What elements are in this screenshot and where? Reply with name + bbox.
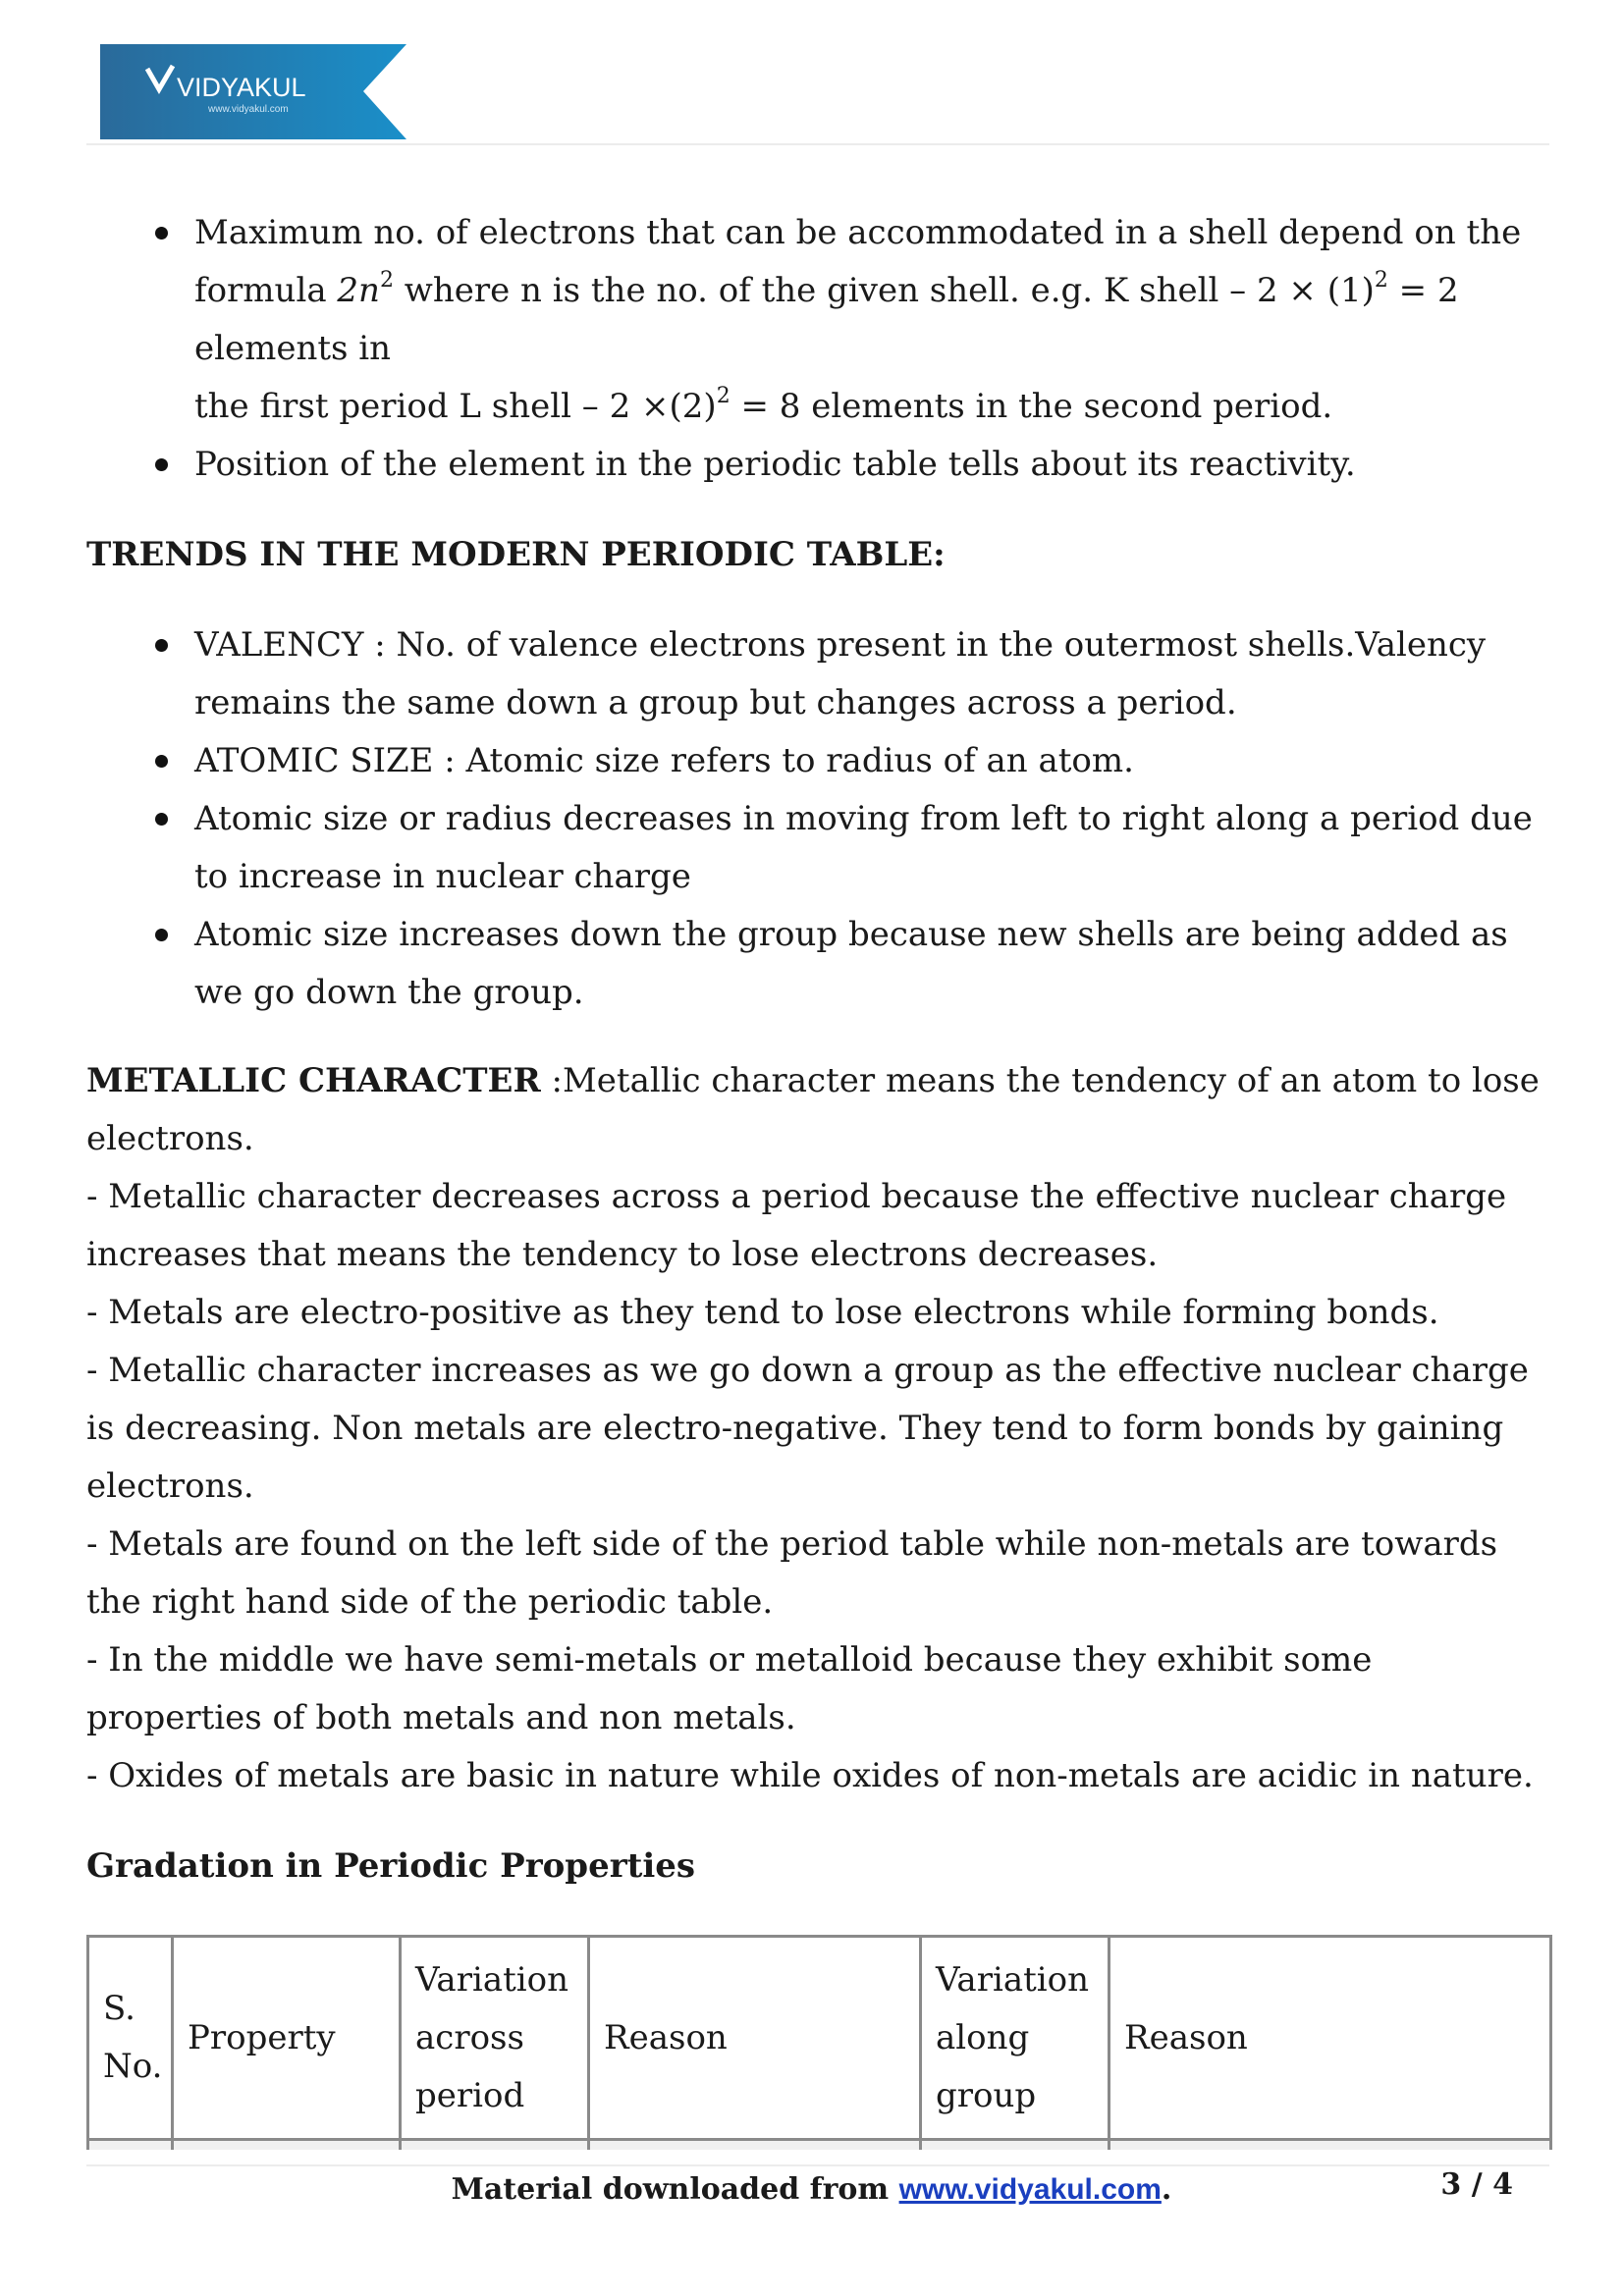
table-header-cell: S. No. [88, 1937, 173, 2140]
table-cell [88, 2140, 173, 2151]
brand-name: VIDYAKUL [177, 73, 306, 102]
footer: Material downloaded from www.vidyakul.com. [451, 2172, 1172, 2207]
brand-url: www.vidyakul.com [208, 104, 289, 115]
table-header-row [88, 1937, 1551, 2140]
table-header-cell: Variation along group [921, 1937, 1109, 2140]
list-item: VALENCY : No. of valence electrons present in the outermost shells.Valency remains the same down a group but changes across a period. [194, 616, 1549, 732]
section-heading-metallic: METALLIC CHARACTER [86, 1061, 541, 1100]
paragraph: - Metallic character decreases across a period because the effective nuclear charge increases that means the tendency to lose electrons decreases. [86, 1177, 1507, 1274]
list-item: Maximum no. of electrons that can be accommodated in a shell depend on the formula $2n^2$ where n is the no. of the given shell. e.g. K shell – $2 \times (1)^2 = 2$ elements in the first period L shell – $2 \times(2)^2 = 8$ elements in the second period. [194, 204, 1549, 436]
table-header-cell: Property [173, 1937, 401, 2140]
intro-bullet-list [86, 204, 1549, 494]
footer-link[interactable]: www.vidyakul.com [898, 2173, 1162, 2206]
paragraph: - Metallic character increases as we go down a group as the effective nuclear charge is decreasing. Non metals are electro-negative. They tend to form bonds by gaining electrons. [86, 1351, 1529, 1506]
page-number: 3 / 4 [1440, 2167, 1513, 2202]
formula: 2n [337, 271, 380, 310]
gradation-table [86, 1935, 1552, 2150]
paragraph: - Metals are found on the left side of the period table while non-metals are towards the right hand side of the periodic table. [86, 1524, 1498, 1622]
paragraph: - In the middle we have semi-metals or metalloid because they exhibit some properties of both metals and non metals. [86, 1640, 1373, 1737]
paragraph: - Oxides of metals are basic in nature while oxides of non-metals are acidic in nature. [86, 1756, 1534, 1795]
list-item: Atomic size or radius decreases in moving from left to right along a period due to increase in nuclear charge [194, 790, 1549, 906]
section-heading-trends: TRENDS IN THE MODERN PERIODIC TABLE: [86, 535, 946, 574]
table-cell [401, 2140, 589, 2151]
table-header-cell: Reason [1109, 1937, 1551, 2140]
table-cell [173, 2140, 401, 2151]
metallic-intro: METALLIC CHARACTER :Metallic character means the tendency of an atom to lose electrons. [86, 1061, 1540, 1158]
trends-bullet-list [86, 616, 1549, 1022]
table-cell [1109, 2140, 1551, 2151]
list-item: Position of the element in the periodic table tells about its reactivity. [194, 436, 1549, 494]
table-cell [589, 2140, 921, 2151]
list-item: Atomic size increases down the group because new shells are being added as we go down the group. [194, 906, 1549, 1022]
paragraph: - Metals are electro-positive as they tend to lose electrons while forming bonds. [86, 1293, 1439, 1332]
list-item: ATOMIC SIZE : Atomic size refers to radius of an atom. [194, 732, 1549, 790]
section-heading-gradation: Gradation in Periodic Properties [86, 1846, 696, 1886]
page-content [86, 204, 1549, 2150]
table-header-cell: Variation across period [401, 1937, 589, 2140]
table-cell [921, 2140, 1109, 2151]
footer-divider [86, 2164, 1549, 2166]
table-header-cell: Reason [589, 1937, 921, 2140]
table-row [88, 2140, 1551, 2151]
